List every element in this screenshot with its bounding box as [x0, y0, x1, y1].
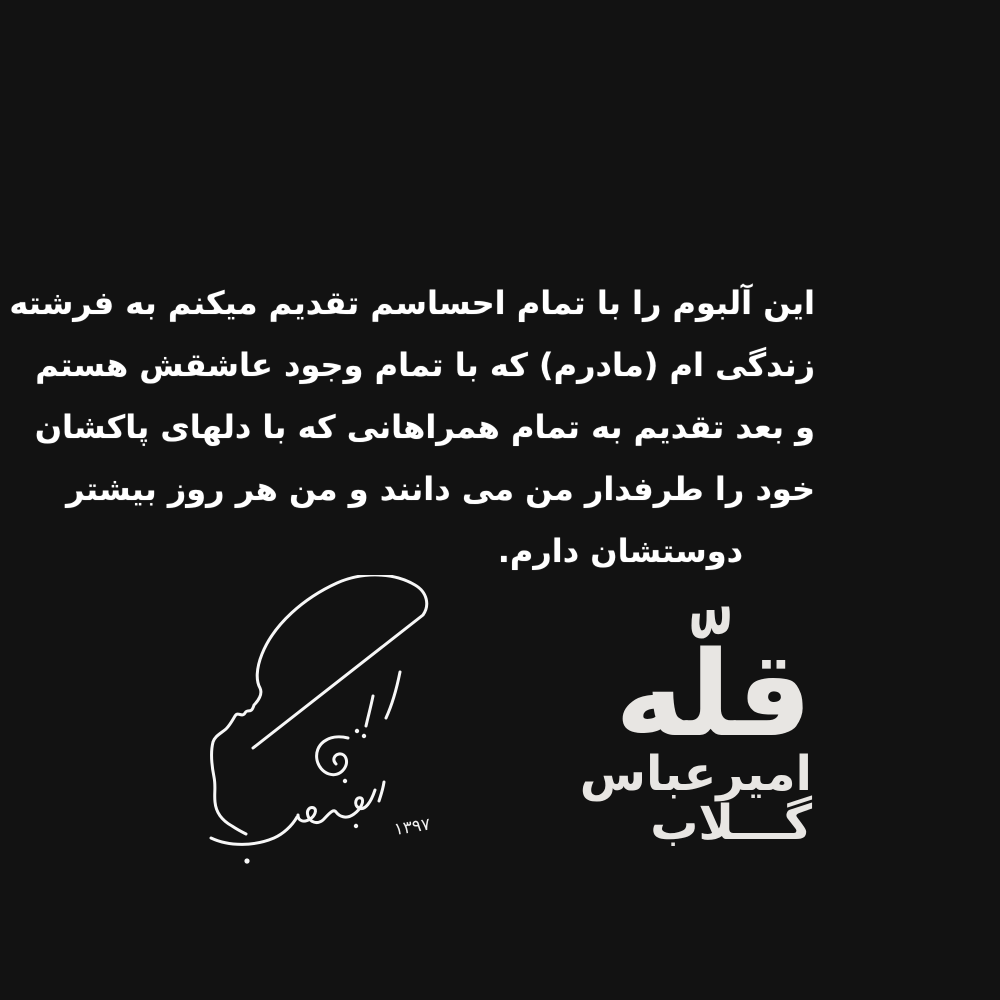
dedication-text: [9, 272, 815, 582]
artist-last-name: گـــلاب: [650, 795, 812, 851]
artist-first-name: امیرعباس: [579, 746, 812, 802]
album-logo: [579, 625, 812, 851]
artist-signature: [190, 575, 520, 875]
dedication-line-4: خود را طرفدار من می دانند و من هر روز بیشتر: [66, 470, 815, 508]
dedication-line-5: دوستشان دارم.: [497, 532, 743, 570]
dedication-line-3: و بعد تقدیم به تمام همراهانی که با دلهای پاکشان: [34, 408, 815, 446]
signature-drawing-icon: [190, 575, 520, 875]
signature-year: ۱۳۹۷: [392, 814, 432, 840]
dedication-line-2: زندگی ام (مادرم) که با تمام وجود عاشقش هستم: [35, 346, 815, 384]
album-title: قلّه: [615, 625, 812, 763]
dedication-line-1: این آلبوم را با تمام احساسم تقدیم میکنم به فرشته: [9, 284, 815, 322]
